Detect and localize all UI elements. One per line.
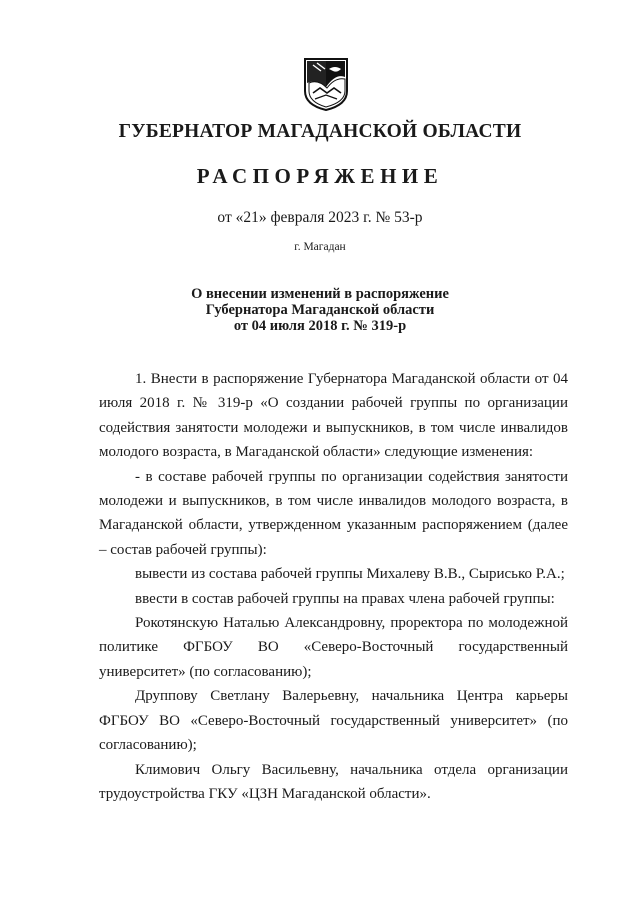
subject-line: Губернатора Магаданской области [205,302,435,318]
paragraph-add-members: ввести в состав рабочей группы на правах члена рабочей группы: [135,590,555,607]
city: г. Магадан [294,241,346,253]
paragraph-member-klimovich: Климович Ольгу Васильевну, начальника отдела организации трудоустройства ГКУ «ЦЗН Магаданской области». [99,761,568,802]
subject-line: от 04 июля 2018 г. № 319-р [233,318,407,334]
paragraph-member-rokotyanskaya: Рокотянскую Наталью Александровну, проректора по молодежной политике ФГБОУ ВО «Северо-Восточный государственный университет» (по согласованию); [99,615,568,680]
coat-of-arms-icon [303,57,349,111]
date-and-number: от «21» февраля 2023 г. № 53-р [217,209,423,226]
paragraph-member-druppova: Друппову Светлану Валерьевну, начальника Центра карьеры ФГБОУ ВО «Северо-Восточный государственный университет» (по согласованию); [99,688,568,754]
paragraph-item-1: 1. Внести в распоряжение Губернатора Магаданской области от 04 июля 2018 г. № 319-р «О создании рабочей группы по организации содействия занятости молодежи и выпускников, в том числе инвалидов молодого возраста, в Магаданской области» следующие изменения: [99,371,568,461]
document-body [99,367,568,806]
subject-line: О внесении изменений в распоряжение [191,286,449,302]
document-subject [0,286,640,334]
issuer-title: ГУБЕРНАТОР МАГАДАНСКОЙ ОБЛАСТИ [118,121,522,142]
paragraph-remove-members: вывести из состава рабочей группы Михалеву В.В., Сырисько Р.А.; [135,566,565,583]
document-type: РАСПОРЯЖЕНИЕ [196,164,444,188]
paragraph-amendment: - в составе рабочей группы по организации содействия занятости молодежи и выпускников, в том числе инвалидов молодого возраста, в Магаданской области, утвержденном указанным распоряжением (далее – состав рабочей группы): [99,468,568,558]
